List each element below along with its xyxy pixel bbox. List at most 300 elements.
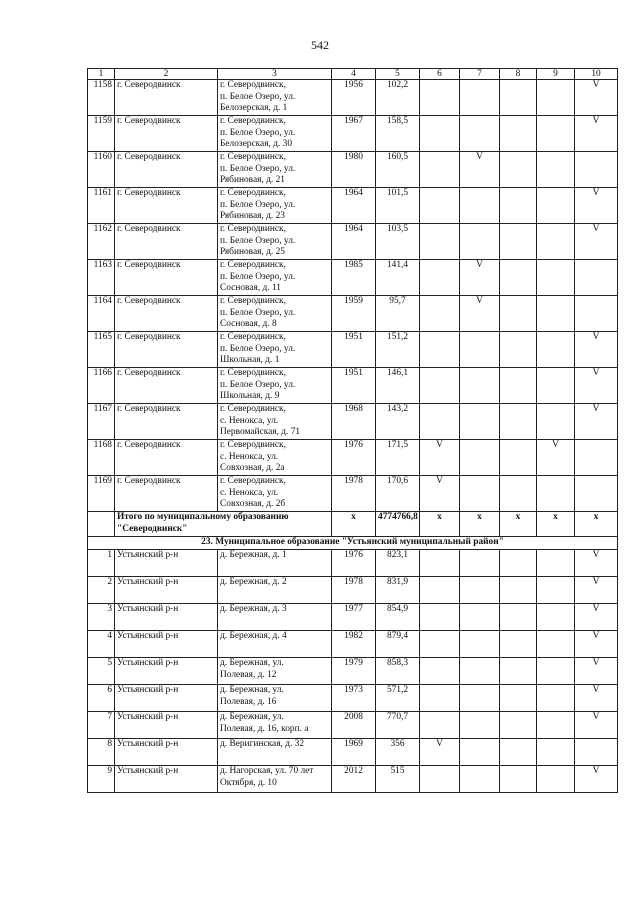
address-line: д. Бережная, ул. bbox=[220, 685, 284, 695]
mark-cell-c7 bbox=[460, 440, 500, 476]
mark-cell-c8 bbox=[500, 577, 537, 604]
address-line: Первомайская, д. 71 bbox=[220, 427, 301, 437]
address-cell bbox=[218, 224, 332, 260]
table-row bbox=[88, 550, 618, 577]
area-cell: 103,5 bbox=[376, 224, 420, 260]
total-cell-c10: x bbox=[575, 512, 618, 537]
address-line: г. Северодвинск, bbox=[220, 80, 286, 90]
area-cell: 831,9 bbox=[376, 577, 420, 604]
table-row bbox=[88, 604, 618, 631]
column-header: 4 bbox=[332, 69, 376, 80]
year-cell: 1951 bbox=[332, 368, 376, 404]
mark-cell-c8 bbox=[500, 712, 537, 739]
row-number: 1169 bbox=[88, 476, 115, 512]
mark-cell-c6 bbox=[420, 712, 460, 739]
address-line: п. Белое Озеро, ул. bbox=[220, 271, 296, 282]
address-line: д. Нагорская, ул. 70 лет bbox=[220, 766, 314, 776]
total-cell-c8: x bbox=[500, 512, 537, 537]
address-cell bbox=[218, 296, 332, 332]
table-row bbox=[88, 260, 618, 296]
row-number: 1164 bbox=[88, 296, 115, 332]
address-line: Полевая, д. 16 bbox=[220, 696, 277, 707]
mark-cell-c9 bbox=[537, 260, 575, 296]
address-cell bbox=[218, 766, 332, 793]
mark-cell-c6: V bbox=[420, 476, 460, 512]
total-cell-c7: x bbox=[460, 512, 500, 537]
mark-cell-c10: V bbox=[575, 332, 618, 368]
mark-cell-c9 bbox=[537, 152, 575, 188]
mark-cell-c7 bbox=[460, 332, 500, 368]
row-number: 7 bbox=[88, 712, 115, 739]
mark-cell-c7 bbox=[460, 188, 500, 224]
table-row bbox=[88, 296, 618, 332]
area-cell: 151,2 bbox=[376, 332, 420, 368]
municipality-cell: Устьянский р-н bbox=[115, 577, 218, 604]
address-line: Школьная, д. 1 bbox=[220, 355, 280, 365]
mark-cell-c9 bbox=[537, 766, 575, 793]
address-cell bbox=[218, 332, 332, 368]
mark-cell-c6 bbox=[420, 188, 460, 224]
area-cell: 515 bbox=[376, 766, 420, 793]
table-row bbox=[88, 476, 618, 512]
year-cell: 1979 bbox=[332, 658, 376, 685]
mark-cell-c8 bbox=[500, 80, 537, 116]
address-line: г. Северодвинск, bbox=[220, 440, 286, 450]
row-number: 1160 bbox=[88, 152, 115, 188]
row-number: 1161 bbox=[88, 188, 115, 224]
column-number-row bbox=[88, 69, 618, 80]
address-line: Сосновая, д. 8 bbox=[220, 319, 277, 329]
mark-cell-c10: V bbox=[575, 224, 618, 260]
mark-cell-c8 bbox=[500, 766, 537, 793]
mark-cell-c6 bbox=[420, 152, 460, 188]
mark-cell-c8 bbox=[500, 224, 537, 260]
area-cell: 95,7 bbox=[376, 296, 420, 332]
area-cell: 102,2 bbox=[376, 80, 420, 116]
table-row bbox=[88, 440, 618, 476]
mark-cell-c10: V bbox=[575, 116, 618, 152]
address-line: Рябиновая, д. 25 bbox=[220, 247, 285, 257]
address-cell bbox=[218, 116, 332, 152]
mark-cell-c7 bbox=[460, 766, 500, 793]
year-cell: 1951 bbox=[332, 332, 376, 368]
column-header: 7 bbox=[460, 69, 500, 80]
column-header: 9 bbox=[537, 69, 575, 80]
address-cell bbox=[218, 631, 332, 658]
address-cell bbox=[218, 577, 332, 604]
address-cell bbox=[218, 188, 332, 224]
mark-cell-c7: V bbox=[460, 296, 500, 332]
table-row bbox=[88, 685, 618, 712]
area-cell: 770,7 bbox=[376, 712, 420, 739]
area-cell: 879,4 bbox=[376, 631, 420, 658]
row-number: 1168 bbox=[88, 440, 115, 476]
column-header: 8 bbox=[500, 69, 537, 80]
mark-cell-c9 bbox=[537, 712, 575, 739]
address-line: г. Северодвинск, bbox=[220, 368, 286, 378]
year-cell: 1956 bbox=[332, 80, 376, 116]
mark-cell-c9 bbox=[537, 296, 575, 332]
address-cell bbox=[218, 404, 332, 440]
table-row bbox=[88, 712, 618, 739]
mark-cell-c6 bbox=[420, 550, 460, 577]
table-row bbox=[88, 368, 618, 404]
empty-cell bbox=[88, 512, 115, 537]
mark-cell-c9 bbox=[537, 116, 575, 152]
municipality-cell: г. Северодвинск bbox=[115, 368, 218, 404]
row-number: 6 bbox=[88, 685, 115, 712]
mark-cell-c9 bbox=[537, 80, 575, 116]
mark-cell-c8 bbox=[500, 685, 537, 712]
column-header: 3 bbox=[218, 69, 332, 80]
mark-cell-c6: V bbox=[420, 739, 460, 766]
municipality-cell: г. Северодвинск bbox=[115, 260, 218, 296]
address-cell bbox=[218, 476, 332, 512]
year-cell: 1973 bbox=[332, 685, 376, 712]
municipality-cell: Устьянский р-н bbox=[115, 685, 218, 712]
address-line: д. Бережная, ул. bbox=[220, 658, 284, 668]
area-cell: 143,2 bbox=[376, 404, 420, 440]
table-row bbox=[88, 152, 618, 188]
housing-register-table bbox=[87, 68, 618, 793]
mark-cell-c8 bbox=[500, 152, 537, 188]
address-line: д. Бережная, д. 4 bbox=[220, 631, 287, 641]
mark-cell-c6 bbox=[420, 766, 460, 793]
mark-cell-c10: V bbox=[575, 188, 618, 224]
address-line: д. Веригинская, д. 32 bbox=[220, 739, 305, 749]
mark-cell-c6 bbox=[420, 404, 460, 440]
address-line: Совхозная, д. 2б bbox=[220, 499, 286, 509]
municipality-cell: г. Северодвинск bbox=[115, 476, 218, 512]
table-row bbox=[88, 739, 618, 766]
address-line: г. Северодвинск, bbox=[220, 404, 286, 414]
address-line: Полевая, д. 16, корп. а bbox=[220, 723, 309, 734]
mark-cell-c7 bbox=[460, 116, 500, 152]
municipality-cell: г. Северодвинск bbox=[115, 188, 218, 224]
table-row bbox=[88, 80, 618, 116]
address-line: п. Белое Озеро, ул. bbox=[220, 235, 296, 246]
table-row bbox=[88, 116, 618, 152]
address-line: п. Белое Озеро, ул. bbox=[220, 379, 296, 390]
mark-cell-c8 bbox=[500, 739, 537, 766]
row-number: 1162 bbox=[88, 224, 115, 260]
address-line: Полевая, д. 12 bbox=[220, 669, 277, 680]
row-number: 1166 bbox=[88, 368, 115, 404]
mark-cell-c6 bbox=[420, 604, 460, 631]
year-cell: 1985 bbox=[332, 260, 376, 296]
total-label bbox=[115, 512, 332, 537]
area-cell: 170,6 bbox=[376, 476, 420, 512]
year-cell: 1964 bbox=[332, 224, 376, 260]
area-cell: 171,5 bbox=[376, 440, 420, 476]
year-cell: 1978 bbox=[332, 577, 376, 604]
municipality-cell: г. Северодвинск bbox=[115, 296, 218, 332]
table-row bbox=[88, 631, 618, 658]
address-line: г. Северодвинск, bbox=[220, 116, 286, 126]
mark-cell-c7: V bbox=[460, 152, 500, 188]
mark-cell-c6 bbox=[420, 116, 460, 152]
mark-cell-c7 bbox=[460, 550, 500, 577]
table-row bbox=[88, 332, 618, 368]
area-cell: 571,2 bbox=[376, 685, 420, 712]
address-line: г. Северодвинск, bbox=[220, 260, 286, 270]
address-line: п. Белое Озеро, ул. bbox=[220, 163, 296, 174]
address-cell bbox=[218, 368, 332, 404]
mark-cell-c6 bbox=[420, 260, 460, 296]
mark-cell-c9 bbox=[537, 685, 575, 712]
address-cell bbox=[218, 604, 332, 631]
mark-cell-c7 bbox=[460, 604, 500, 631]
total-label-line: Итого по муниципальному образованию bbox=[117, 512, 289, 522]
row-number: 3 bbox=[88, 604, 115, 631]
column-header: 2 bbox=[115, 69, 218, 80]
address-line: Рябиновая, д. 23 bbox=[220, 211, 285, 221]
mark-cell-c7 bbox=[460, 80, 500, 116]
area-cell: 858,3 bbox=[376, 658, 420, 685]
address-line: д. Бережная, д. 1 bbox=[220, 550, 287, 560]
mark-cell-c7: V bbox=[460, 260, 500, 296]
address-line: с. Ненокса, ул. bbox=[220, 451, 279, 462]
municipality-cell: Устьянский р-н bbox=[115, 712, 218, 739]
mark-cell-c9 bbox=[537, 550, 575, 577]
mark-cell-c6 bbox=[420, 332, 460, 368]
mark-cell-c10 bbox=[575, 440, 618, 476]
mark-cell-c10: V bbox=[575, 631, 618, 658]
address-line: Рябиновая, д. 21 bbox=[220, 175, 285, 185]
area-cell: 823,1 bbox=[376, 550, 420, 577]
address-line: Белозерская, д. 1 bbox=[220, 103, 288, 113]
mark-cell-c9 bbox=[537, 631, 575, 658]
row-number: 1163 bbox=[88, 260, 115, 296]
mark-cell-c6 bbox=[420, 577, 460, 604]
mark-cell-c8 bbox=[500, 296, 537, 332]
municipality-cell: г. Северодвинск bbox=[115, 80, 218, 116]
mark-cell-c7 bbox=[460, 685, 500, 712]
mark-cell-c8 bbox=[500, 631, 537, 658]
row-number: 4 bbox=[88, 631, 115, 658]
year-cell: 1978 bbox=[332, 476, 376, 512]
address-cell bbox=[218, 739, 332, 766]
address-line: с. Ненокса, ул. bbox=[220, 487, 279, 498]
mark-cell-c8 bbox=[500, 116, 537, 152]
address-line: Сосновая, д. 11 bbox=[220, 283, 281, 293]
municipality-cell: Устьянский р-н bbox=[115, 766, 218, 793]
mark-cell-c10: V bbox=[575, 577, 618, 604]
mark-cell-c7 bbox=[460, 712, 500, 739]
mark-cell-c10: V bbox=[575, 550, 618, 577]
total-cell-c4: x bbox=[332, 512, 376, 537]
address-line: г. Северодвинск, bbox=[220, 476, 286, 486]
mark-cell-c9 bbox=[537, 658, 575, 685]
total-cell-c5: 4774766,8 bbox=[376, 512, 420, 537]
address-line: д. Бережная, д. 3 bbox=[220, 604, 287, 614]
mark-cell-c10: V bbox=[575, 712, 618, 739]
mark-cell-c6 bbox=[420, 368, 460, 404]
municipality-cell: г. Северодвинск bbox=[115, 440, 218, 476]
total-label-line: "Северодвинск" bbox=[117, 523, 188, 534]
row-number: 1 bbox=[88, 550, 115, 577]
year-cell: 1969 bbox=[332, 739, 376, 766]
mark-cell-c10 bbox=[575, 296, 618, 332]
year-cell: 2008 bbox=[332, 712, 376, 739]
mark-cell-c10: V bbox=[575, 368, 618, 404]
mark-cell-c7 bbox=[460, 577, 500, 604]
row-number: 9 bbox=[88, 766, 115, 793]
table-row bbox=[88, 224, 618, 260]
area-cell: 146,1 bbox=[376, 368, 420, 404]
page-number: 542 bbox=[311, 38, 329, 52]
mark-cell-c6 bbox=[420, 631, 460, 658]
mark-cell-c8 bbox=[500, 440, 537, 476]
mark-cell-c8 bbox=[500, 368, 537, 404]
year-cell: 1982 bbox=[332, 631, 376, 658]
mark-cell-c9 bbox=[537, 604, 575, 631]
mark-cell-c8 bbox=[500, 260, 537, 296]
municipality-cell: Устьянский р-н bbox=[115, 739, 218, 766]
mark-cell-c8 bbox=[500, 404, 537, 440]
year-cell: 1976 bbox=[332, 440, 376, 476]
table-row bbox=[88, 577, 618, 604]
area-cell: 101,5 bbox=[376, 188, 420, 224]
municipality-cell: Устьянский р-н bbox=[115, 604, 218, 631]
address-cell bbox=[218, 80, 332, 116]
municipality-cell: Устьянский р-н bbox=[115, 658, 218, 685]
mark-cell-c10 bbox=[575, 739, 618, 766]
row-number: 1165 bbox=[88, 332, 115, 368]
address-line: Совхозная, д. 2а bbox=[220, 463, 285, 473]
mark-cell-c7 bbox=[460, 404, 500, 440]
mark-cell-c9 bbox=[537, 739, 575, 766]
address-line: д. Бережная, д. 2 bbox=[220, 577, 287, 587]
mark-cell-c10: V bbox=[575, 766, 618, 793]
address-line: д. Бережная, ул. bbox=[220, 712, 284, 722]
mark-cell-c9 bbox=[537, 577, 575, 604]
mark-cell-c6 bbox=[420, 224, 460, 260]
area-cell: 158,5 bbox=[376, 116, 420, 152]
address-line: с. Ненокса, ул. bbox=[220, 415, 279, 426]
total-row bbox=[88, 512, 618, 537]
mark-cell-c9 bbox=[537, 476, 575, 512]
row-number: 2 bbox=[88, 577, 115, 604]
mark-cell-c10: V bbox=[575, 658, 618, 685]
mark-cell-c6 bbox=[420, 80, 460, 116]
area-cell: 854,9 bbox=[376, 604, 420, 631]
mark-cell-c6 bbox=[420, 685, 460, 712]
mark-cell-c9 bbox=[537, 224, 575, 260]
address-line: п. Белое Озеро, ул. bbox=[220, 199, 296, 210]
mark-cell-c10: V bbox=[575, 404, 618, 440]
table-row bbox=[88, 404, 618, 440]
address-cell bbox=[218, 152, 332, 188]
mark-cell-c7 bbox=[460, 658, 500, 685]
mark-cell-c8 bbox=[500, 332, 537, 368]
section-title: 23. Муниципальное образование "Устьянский муниципальный район" bbox=[88, 537, 618, 550]
mark-cell-c10 bbox=[575, 260, 618, 296]
municipality-cell: г. Северодвинск bbox=[115, 116, 218, 152]
address-line: г. Северодвинск, bbox=[220, 224, 286, 234]
address-cell bbox=[218, 260, 332, 296]
mark-cell-c6 bbox=[420, 296, 460, 332]
column-header: 1 bbox=[88, 69, 115, 80]
total-cell-c9: x bbox=[537, 512, 575, 537]
mark-cell-c7 bbox=[460, 631, 500, 658]
municipality-cell: г. Северодвинск bbox=[115, 332, 218, 368]
row-number: 1159 bbox=[88, 116, 115, 152]
mark-cell-c9 bbox=[537, 188, 575, 224]
total-cell-c6: x bbox=[420, 512, 460, 537]
address-cell bbox=[218, 685, 332, 712]
year-cell: 1980 bbox=[332, 152, 376, 188]
mark-cell-c10: V bbox=[575, 604, 618, 631]
year-cell: 1964 bbox=[332, 188, 376, 224]
area-cell: 160,5 bbox=[376, 152, 420, 188]
mark-cell-c8 bbox=[500, 658, 537, 685]
address-line: Школьная, д. 9 bbox=[220, 391, 280, 401]
mark-cell-c10: V bbox=[575, 80, 618, 116]
row-number: 1158 bbox=[88, 80, 115, 116]
mark-cell-c7 bbox=[460, 224, 500, 260]
mark-cell-c9 bbox=[537, 332, 575, 368]
mark-cell-c6: V bbox=[420, 440, 460, 476]
mark-cell-c8 bbox=[500, 476, 537, 512]
address-cell bbox=[218, 550, 332, 577]
address-line: г. Северодвинск, bbox=[220, 332, 286, 342]
row-number: 5 bbox=[88, 658, 115, 685]
municipality-cell: г. Северодвинск bbox=[115, 152, 218, 188]
column-header: 10 bbox=[575, 69, 618, 80]
address-line: п. Белое Озеро, ул. bbox=[220, 343, 296, 354]
municipality-cell: г. Северодвинск bbox=[115, 404, 218, 440]
address-cell bbox=[218, 712, 332, 739]
year-cell: 1976 bbox=[332, 550, 376, 577]
mark-cell-c8 bbox=[500, 188, 537, 224]
address-line: Белозерская, д. 30 bbox=[220, 139, 293, 149]
municipality-cell: Устьянский р-н bbox=[115, 550, 218, 577]
column-header: 6 bbox=[420, 69, 460, 80]
mark-cell-c7 bbox=[460, 739, 500, 766]
mark-cell-c10: V bbox=[575, 685, 618, 712]
table-row bbox=[88, 658, 618, 685]
year-cell: 1959 bbox=[332, 296, 376, 332]
area-cell: 356 bbox=[376, 739, 420, 766]
address-cell bbox=[218, 440, 332, 476]
address-line: п. Белое Озеро, ул. bbox=[220, 91, 296, 102]
municipality-cell: Устьянский р-н bbox=[115, 631, 218, 658]
address-line: г. Северодвинск, bbox=[220, 152, 286, 162]
year-cell: 1968 bbox=[332, 404, 376, 440]
mark-cell-c6 bbox=[420, 658, 460, 685]
address-line: Октября, д. 10 bbox=[220, 777, 277, 788]
address-cell bbox=[218, 658, 332, 685]
mark-cell-c8 bbox=[500, 604, 537, 631]
section-row bbox=[88, 537, 618, 550]
mark-cell-c9 bbox=[537, 404, 575, 440]
mark-cell-c8 bbox=[500, 550, 537, 577]
column-header: 5 bbox=[376, 69, 420, 80]
year-cell: 1977 bbox=[332, 604, 376, 631]
address-line: п. Белое Озеро, ул. bbox=[220, 307, 296, 318]
municipality-cell: г. Северодвинск bbox=[115, 224, 218, 260]
year-cell: 1967 bbox=[332, 116, 376, 152]
area-cell: 141,4 bbox=[376, 260, 420, 296]
row-number: 8 bbox=[88, 739, 115, 766]
address-line: п. Белое Озеро, ул. bbox=[220, 127, 296, 138]
mark-cell-c10 bbox=[575, 476, 618, 512]
mark-cell-c10 bbox=[575, 152, 618, 188]
mark-cell-c9: V bbox=[537, 440, 575, 476]
mark-cell-c7 bbox=[460, 368, 500, 404]
address-line: г. Северодвинск, bbox=[220, 296, 286, 306]
